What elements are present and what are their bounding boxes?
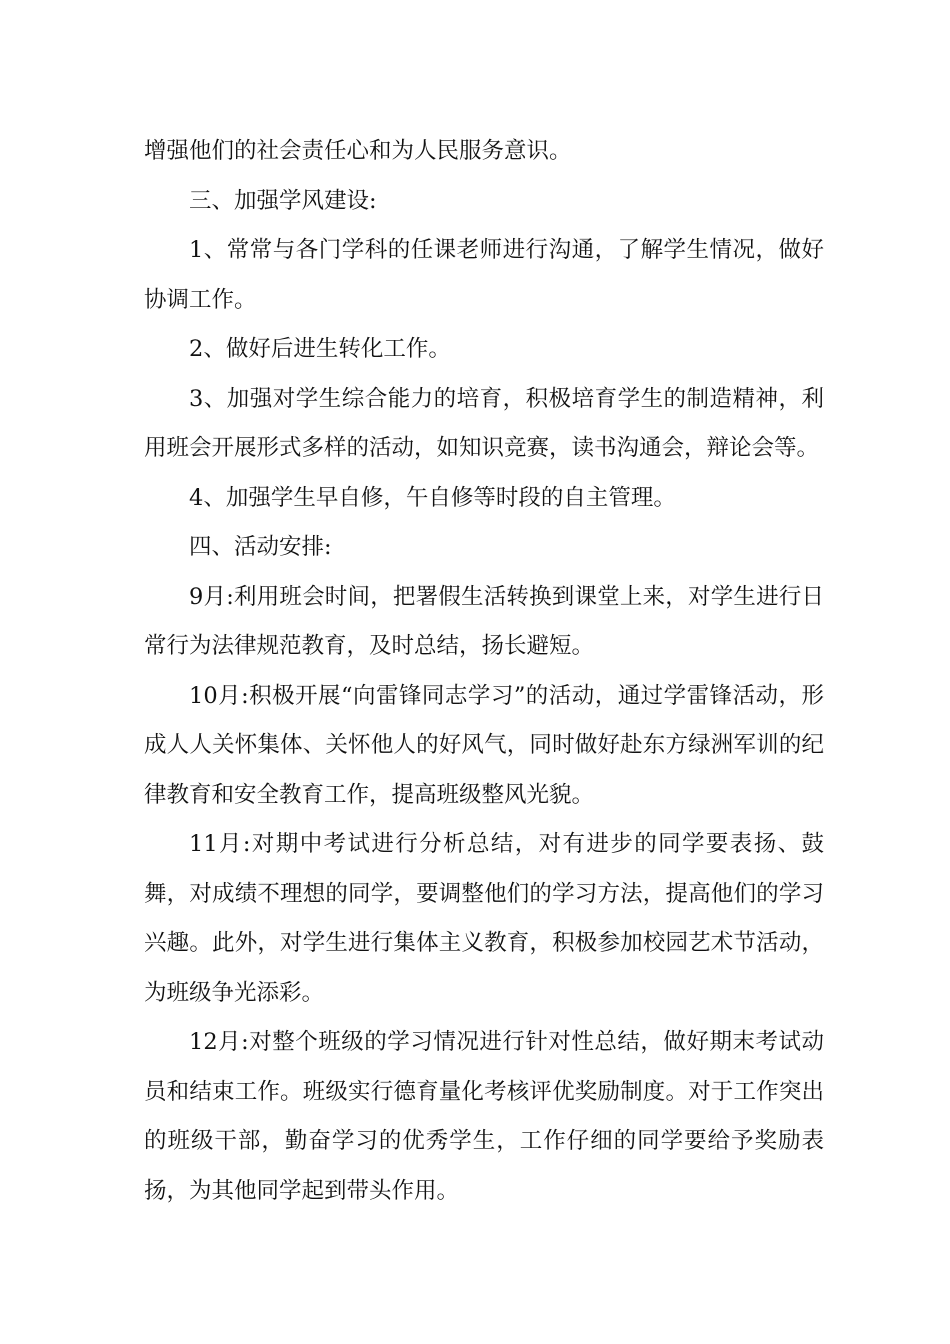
- paragraph-october: 10月:积极开展“向雷锋同志学习”的活动，通过学雷锋活动，形成人人关怀集体、关怀他人的好风气，同时做好赴东方绿洲军训的纪律教育和安全教育工作，提高班级整风光貌。: [144, 682, 824, 808]
- paragraph-september: 9月:利用班会时间，把署假生活转换到课堂上来，对学生进行日常行为法律规范教育，及时总结，扬长避短。: [144, 583, 824, 659]
- paragraph-continuation: 增强他们的社会责任心和为人民服务意识。: [144, 138, 572, 164]
- paragraph-item-3: 3、加强对学生综合能力的培育，积极培育学生的制造精神，利用班会开展形式多样的活动，如知识竞赛，读书沟通会，辩论会等。: [144, 385, 824, 461]
- paragraph-december: 12月:对整个班级的学习情况进行针对性总结，做好期末考试动员和结束工作。班级实行德育量化考核评优奖励制度。对于工作突出的班级干部，勤奋学习的优秀学生，工作仔细的同学要给予奖励表扬，为其他同学起到带头作用。: [144, 1029, 824, 1204]
- paragraph-item-4: 4、加强学生早自修，午自修等时段的自主管理。: [189, 484, 676, 511]
- section-heading-activities: 四、活动安排:: [189, 534, 332, 560]
- paragraph-item-2: 2、做好后进生转化工作。: [189, 336, 451, 362]
- paragraph-item-1: 1、常常与各门学科的任课老师进行沟通，了解学生情况，做好协调工作。: [144, 237, 824, 313]
- paragraph-november: 11月:对期中考试进行分析总结，对有进步的同学要表扬、鼓舞，对成绩不理想的同学，要调整他们的学习方法，提高他们的学习兴趣。此外，对学生进行集体主义教育，积极参加校园艺术节活动，为班级争光添彩。: [144, 831, 824, 1006]
- document-body: [144, 127, 824, 1216]
- section-heading-study-style: 三、加强学风建设:: [189, 187, 377, 214]
